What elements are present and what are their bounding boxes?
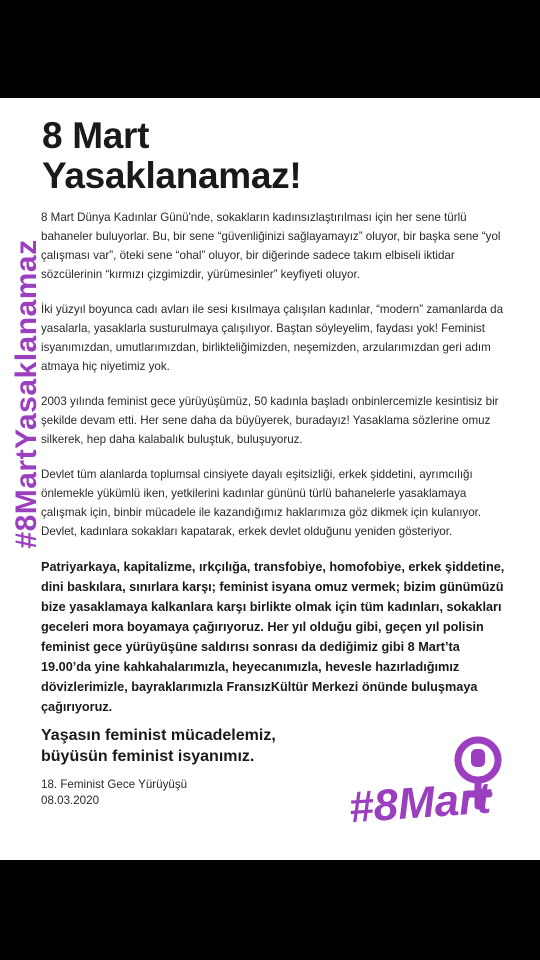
poster [0,98,540,860]
slogan-line-1: Yaşasın feminist mücadelemiz, [41,727,276,744]
slogan-line-2: büyüsün feminist isyanımız. [41,748,255,765]
8mart-stamp-logo [343,734,513,844]
stamp-hashtag: #8Mart [347,773,493,833]
side-hashtag: #8MartYasaklanamaz [10,239,43,549]
call-paragraph: Patriyarkaya, kapitalizme, ırkçılığa, transfobiye, homofobiye, erkek şiddetine, dini baskılara, sınırlara karşı; feminist isyana omuz vermek; bizim günümüzü bize yasaklamaya kalkanlara karşı birlikte olmak için tüm kadınları, sokakları geceleri mora boyamaya çağırıyoruz. Her yıl olduğu gibi, geçen yıl polisin feminist gece yürüyüşüne saldırısı sonrası da dediğimiz gibi 8 Mart’ta 19.00’da yine kahkahalarımızla, heyecanımızla, hevesle hazırladığımız dövizlerimizle, bayraklarımızla FransızKültür Merkezi önünde buluşmaya çağırıyoruz. [41,560,505,714]
paragraph-2: İki yüzyıl boyunca cadı avları ile sesi kısılmaya çalışılan kadınlar, “modern” zamanlarda da yasalarla, yasaklarla susturulmaya çalışılıyor. Baştan söyleyelim, faydası yok! Feminist isyanımızdan, umutlarımızdan, birlikteliğimizden, neşemizden, arzularımızdan geri adım atmaya hiç niyetimiz yok. [41,303,504,373]
page-title [42,116,301,196]
signature-date: 08.03.2020 [41,794,100,807]
title-line-1: 8 Mart [42,115,150,156]
paragraph-3: 2003 yılında feminist gece yürüyüşümüz, 50 kadınla başladı onbinlercemizle kesintisiz bir şekilde devam etti. Her sene daha da büyüyerek, buradayız! Yasaklama sözlerine omuz silkerek, hep daha kalabalık buluştuk, buluşuyoruz. [41,395,499,446]
paragraph-1: 8 Mart Dünya Kadınlar Günü'nde, sokakların kadınsızlaştırılması için her sene türlü bahaneler buluyorlar. Bu, bir sene “güvenliğinizi sağlayamayız” oluyor, bir başka sene “yol çalışması var”, öteki sene “ohal” oluyor, bir diğerinde sadece takım elbiseli iktidar sözcülerinin “kırmızı çizgimizdir, yürümesinler” keyfiyeti oluyor. [41,211,501,281]
body-content [41,208,511,809]
paragraph-4: Devlet tüm alanlarda toplumsal cinsiyete dayalı eşitsizliği, erkek şiddetini, ayrımcılığı önlemekle yükümlü iken, yetkilerini kadınlar gününü türlü bahanelerle yasaklamaya çalışmak için, binbir mücadele ile kazandığımız haklarımıza göz dikmek için kulanıyor. Devlet, kadınlara sokakları kapatarak, erkek devlet olduğunu yeniden gösteriyor. [41,468,482,538]
signature-event: 18. Feminist Gece Yürüyüşü [41,778,188,791]
title-line-2: Yasaklanamaz! [42,155,302,196]
